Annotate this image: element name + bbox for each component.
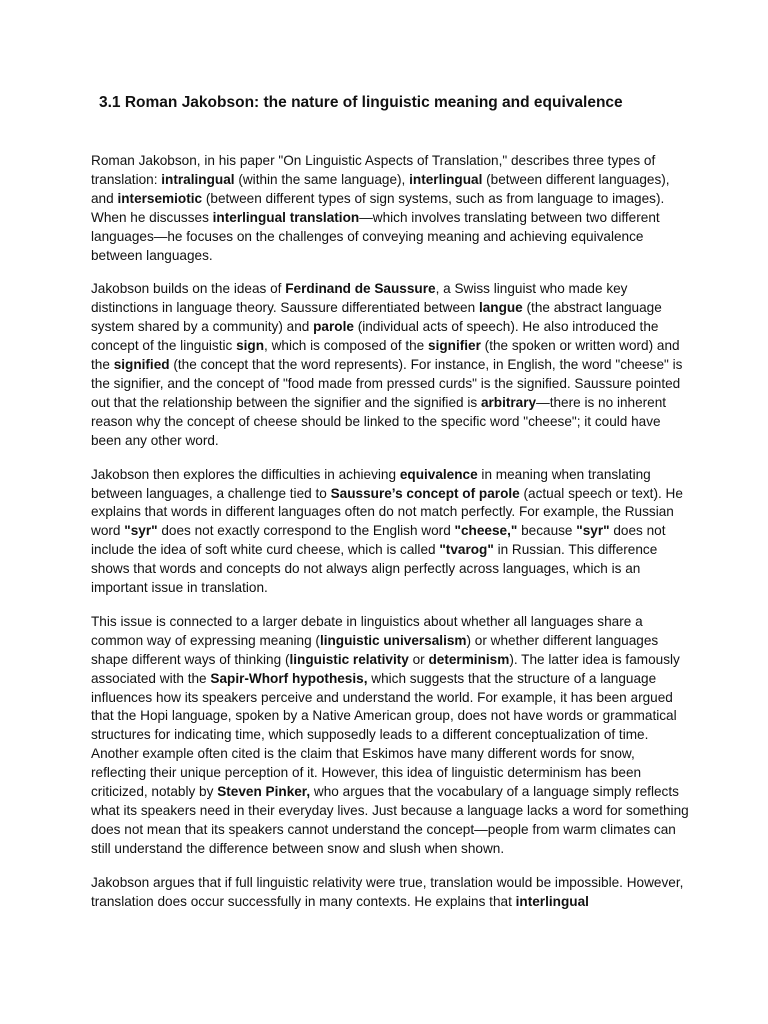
text-run: (the abstract language system shared by a community) and [91, 300, 662, 335]
bold-term: "syr" [124, 523, 158, 539]
text-run: (within the same language), [234, 171, 410, 187]
text-run: Jakobson then explores the difficulties in achieving [91, 466, 400, 482]
text-run: Roman Jakobson, in his paper "On Linguistic Aspects of Translation," describes three types of translation: [91, 153, 656, 187]
text-run: —which involves translating between two different languages—he focuses on the challenges of conveying meaning and achieving equivalence between languages. [91, 209, 660, 263]
text-run: (between different types of sign systems, such as from language to images). When he discusses [91, 190, 665, 225]
bold-term: "syr" [576, 523, 610, 539]
bold-term: linguistic relativity [289, 651, 409, 667]
bold-term: determinism [428, 651, 510, 667]
text-run: which suggests that the structure of a language influences how its speakers perceive and understand the world. For example, it has been argued that the Hopi language, spoken by a Native American group, does not have words or grammatical structures for indicating time, which supposedly leads to a different conceptualization of time. Another example often cited is the claim that Eskimos have many different words for snow, reflecting their unique perception of it. However, this idea of linguistic determinism has been criticized, notably by [91, 670, 677, 800]
bold-term: Ferdinand de Saussure [285, 281, 436, 297]
bold-term: parole [313, 319, 354, 335]
text-run: who argues that the vocabulary of a language simply reflects what its speakers need in their everyday lives. Just because a language lacks a word for something does not mean that its speakers cannot understand the concept—people from warm climates can still understand the difference between snow and slush when shown. [91, 784, 689, 856]
text-run: ) or whether different languages shape different ways of thinking ( [91, 632, 659, 667]
bold-term: interlingual [409, 171, 483, 187]
paragraph-translation-types [91, 152, 691, 265]
text-run: because [517, 523, 577, 539]
document-body [91, 152, 691, 927]
text-run: Jakobson argues that if full linguistic relativity were true, translation would be impossible. However, translation does occur successfully in many contexts. He explains that [91, 874, 684, 909]
paragraph-translation-possible [91, 874, 691, 912]
paragraph-equivalence [91, 466, 691, 598]
text-run: (between different languages), and [91, 171, 670, 206]
text-run: (the concept that the word represents). For instance, in English, the word "cheese" is the signifier, and the concept of "food made from pressed curds" is the signified. Saussure pointed out that the relationship between the signifier and the signified is [91, 357, 683, 410]
bold-term: intersemiotic [117, 190, 203, 206]
text-run: Jakobson builds on the ideas of [91, 281, 286, 297]
bold-term: interlingual translation [212, 209, 360, 225]
text-run: (individual acts of speech). He also introduced the concept of the linguistic [91, 319, 659, 354]
text-run: ). The latter idea is famously associated with the [91, 651, 680, 686]
section-title: 3.1 Roman Jakobson: the nature of linguistic meaning and equivalence [99, 94, 623, 111]
bold-term: interlingual [515, 893, 589, 909]
bold-term: sign [236, 338, 265, 354]
bold-term: equivalence [399, 466, 478, 482]
text-run: in meaning when translating between languages, a challenge tied to [91, 466, 651, 501]
paragraph-saussure [91, 280, 691, 450]
text-run: , which is composed of the [264, 338, 429, 354]
text-run: in Russian. This difference shows that words and concepts do not always align perfectly across languages, which is an important issue in translation. [91, 542, 658, 596]
bold-term: langue [478, 300, 523, 316]
bold-term: signifier [428, 338, 481, 354]
bold-term: "cheese," [454, 523, 518, 539]
paragraph-linguistic-relativity [91, 613, 691, 859]
text-run: , a Swiss linguist who made key distinctions in language theory. Saussure differentiated between [91, 281, 628, 316]
bold-term: Sapir-Whorf hypothesis, [210, 670, 368, 686]
bold-term: arbitrary [480, 394, 537, 410]
bold-term: linguistic universalism [319, 632, 467, 648]
text-run: does not include the idea of soft white curd cheese, which is called [91, 523, 666, 558]
text-run: does not exactly correspond to the English word [157, 523, 455, 539]
text-run: or [408, 651, 429, 667]
bold-term: Saussure’s concept of parole [330, 485, 520, 501]
bold-term: signified [113, 357, 170, 373]
text-run: —there is no inherent reason why the concept of cheese should be linked to the specific word "cheese"; it could have been any other word. [91, 394, 667, 448]
bold-term: "tvarog" [439, 542, 494, 558]
text-run: (the spoken or written word) and the [91, 338, 680, 373]
bold-term: Steven Pinker, [217, 784, 311, 800]
text-run: This issue is connected to a larger debate in linguistics about whether all languages share a common way of expressing meaning ( [91, 613, 643, 648]
bold-term: intralingual [161, 171, 235, 187]
text-run: (actual speech or text). He explains that words in different languages often do not match perfectly. For example, the Russian word [91, 485, 683, 539]
